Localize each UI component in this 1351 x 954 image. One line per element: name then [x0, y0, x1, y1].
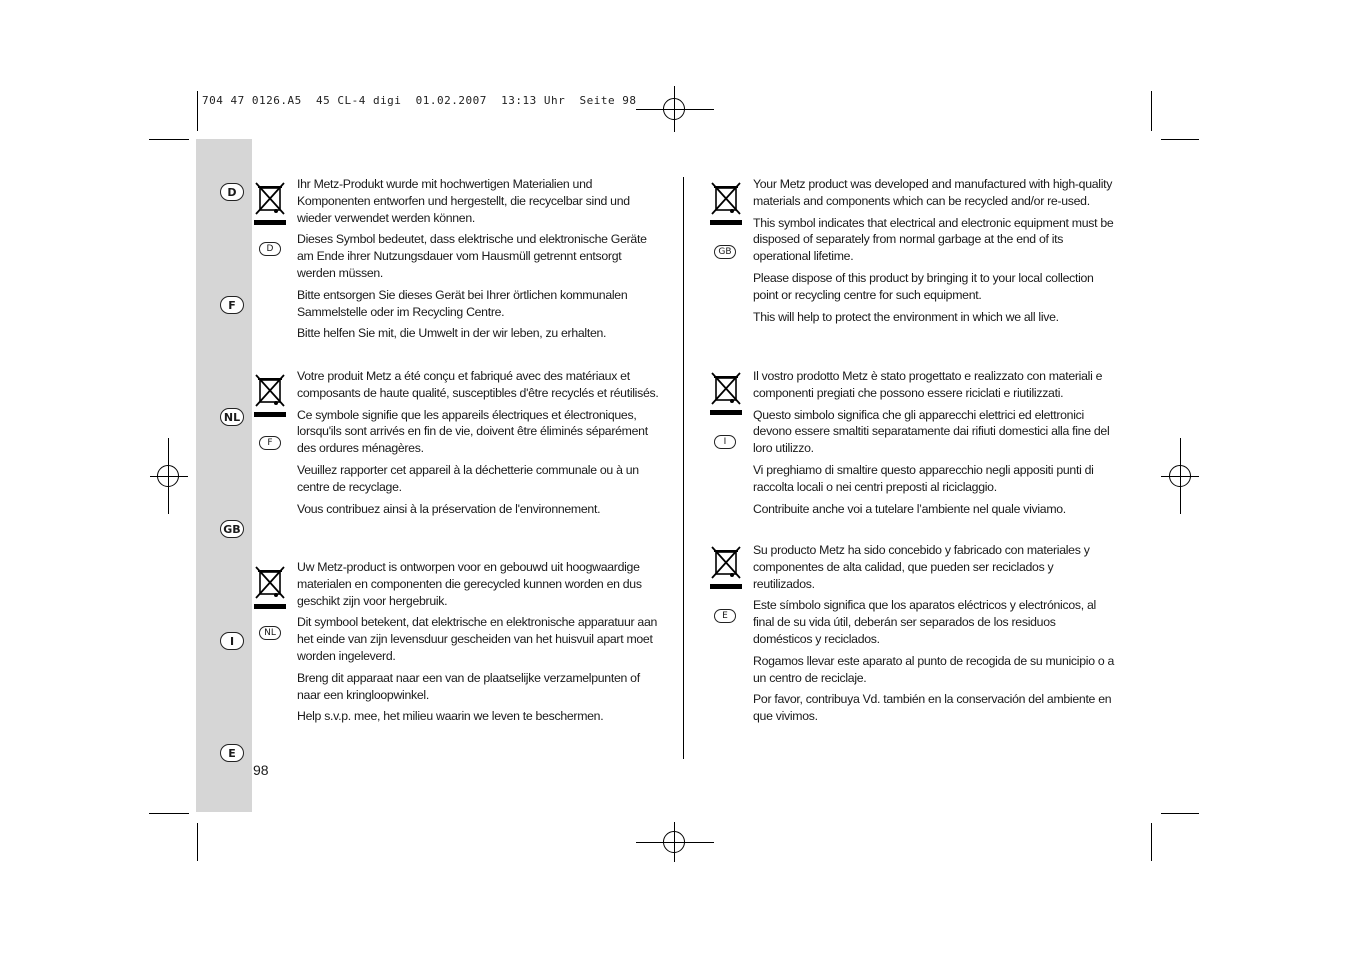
paragraph: Este símbolo significa que los aparatos eléctricos y electrónicos, al final de su vida útil, deberán ser separados de los residuos domésticos y reciclados. — [753, 598, 1096, 646]
section-english — [753, 176, 1117, 330]
page-number: 98 — [253, 762, 269, 778]
tab-d: D — [220, 183, 244, 201]
paragraph: Please dispose of this product by bringing it to your local collection point or recycling centre for such equipment. — [753, 270, 1094, 302]
weee-bin-icon — [253, 372, 287, 418]
lang-badge-i: I — [714, 435, 736, 449]
paragraph: This symbol indicates that electrical and electronic equipment must be disposed of separately from normal garbage at the end of its operational lifetime. — [753, 215, 1114, 264]
paragraph: Veuillez rapporter cet appareil à la déchetterie communale ou à un centre de recyclage. — [297, 462, 639, 494]
paragraph: Your Metz product was developed and manufactured with high-quality materials and components which can be recycled and/or re-used. — [753, 177, 1113, 208]
paragraph: Vous contribuez ainsi à la préservation de l'environnement. — [297, 501, 601, 516]
tab-nl: NL — [220, 408, 244, 426]
paragraph: Bitte helfen Sie mit, die Umwelt in der wir leben, zu erhalten. — [297, 326, 607, 341]
tab-gb: GB — [220, 520, 244, 538]
paragraph: Il vostro prodotto Metz è stato progettato e realizzato con materiali e componenti pregiati che possono essere riciclati e riutilizzati. — [753, 369, 1103, 400]
paragraph: Vi preghiamo di smaltire questo apparecchio negli appositi punti di raccolta locali o nei centri preposti al riciclaggio. — [753, 462, 1094, 494]
weee-bin-icon — [253, 564, 287, 610]
print-slug-header: 704 47 0126.A5 45 CL-4 digi 01.02.2007 13:13 Uhr Seite 98 — [202, 94, 637, 107]
section-dutch — [297, 559, 659, 730]
paragraph: Ihr Metz-Produkt wurde mit hochwertigen Materialien und Komponenten entworfen und hergestellt, die recycelbar sind und wieder verwendet werden können. — [297, 177, 630, 225]
lang-badge-f: F — [259, 436, 281, 450]
section-spanish — [753, 542, 1117, 730]
section-french — [297, 368, 659, 522]
paragraph: Su producto Metz ha sido concebido y fabricado con materiales y componentes de alta calidad, que pueden ser reciclados y reutilizados. — [753, 543, 1090, 591]
paragraph: Questo simbolo significa che gli apparecchi elettrici ed elettronici devono essere smaltiti separatamente dai rifiuti domestici alla fine del loro utilizzo. — [753, 407, 1110, 456]
tab-e: E — [220, 744, 244, 762]
weee-bin-icon — [709, 180, 743, 226]
section-italian — [753, 368, 1117, 522]
paragraph: This will help to protect the environment in which we all live. — [753, 309, 1059, 324]
weee-bin-icon — [253, 180, 287, 226]
lang-badge-nl: NL — [259, 626, 281, 640]
tab-f: F — [220, 296, 244, 314]
weee-bin-icon — [709, 544, 743, 590]
paragraph: Uw Metz-product is ontworpen voor en gebouwd uit hoogwaardige materialen en componenten die gerecycled kunnen worden en dus geschikt zijn voor hergebruik. — [297, 560, 642, 608]
paragraph: Dit symbool betekent, dat elektrische en elektronische apparatuur aan het einde van zijn levensduur gescheiden van het huisvuil apart moet worden ingeleverd. — [297, 615, 658, 663]
paragraph: Dieses Symbol bedeutet, dass elektrische und elektronische Geräte am Ende ihrer Nutzungsdauer vom Hausmüll getrennt entsorgt werden müssen. — [297, 232, 647, 280]
paragraph: Contribuite anche voi a tutelare l’ambiente nel quale viviamo. — [753, 501, 1066, 516]
column-divider — [683, 177, 684, 759]
paragraph: Help s.v.p. mee, het milieu waarin we leven te beschermen. — [297, 709, 604, 724]
section-german — [297, 176, 659, 347]
language-tab-band — [196, 139, 252, 812]
paragraph: Ce symbole signifie que les appareils électriques et électroniques, lorsqu'ils sont arrivés en fin de vie, doivent être éliminés séparément des ordures ménagères. — [297, 407, 648, 456]
paragraph: Por favor, contribuya Vd. también en la conservación del ambiente en que vivimos. — [753, 692, 1112, 724]
weee-bin-icon — [709, 370, 743, 416]
lang-badge-d: D — [259, 242, 281, 256]
tab-i: I — [220, 632, 244, 650]
paragraph: Breng dit apparaat naar een van de plaatselijke verzamelpunten of naar een kringloopwinkel. — [297, 670, 640, 702]
paragraph: Rogamos llevar este aparato al punto de recogida de su municipio o a un centro de reciclaje. — [753, 653, 1115, 685]
lang-badge-e: E — [714, 609, 736, 623]
paragraph: Votre produit Metz a été conçu et fabriqué avec des matériaux et composants de haute qualité, susceptibles d'être recyclés et réutilisés. — [297, 369, 659, 400]
paragraph: Bitte entsorgen Sie dieses Gerät bei Ihrer örtlichen kommunalen Sammelstelle oder im Recycling Centre. — [297, 287, 628, 319]
lang-badge-gb: GB — [714, 245, 736, 259]
